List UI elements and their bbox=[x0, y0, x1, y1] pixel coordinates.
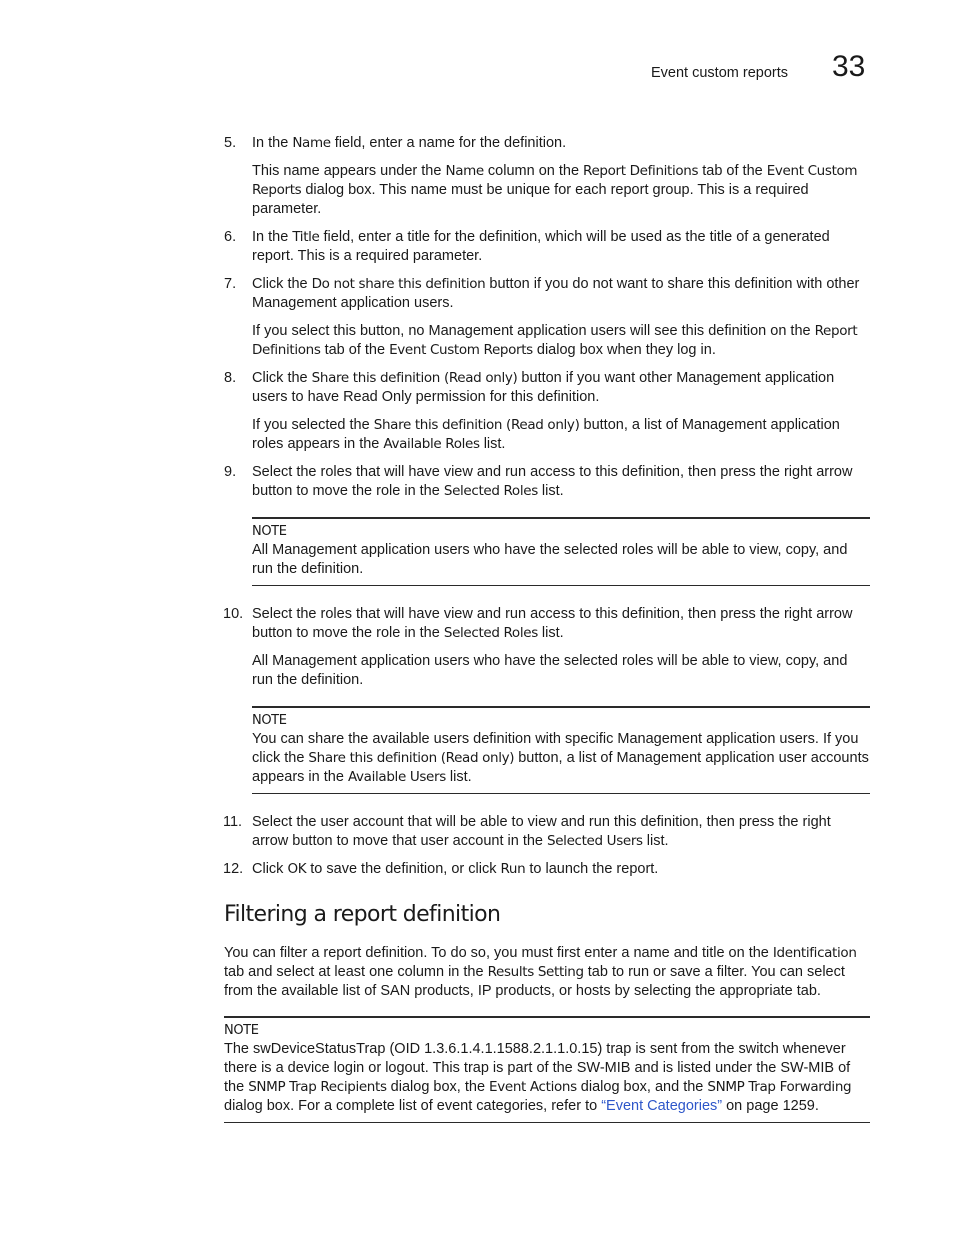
step-text: Select the user account that will be able to view and run this definition, then press the right arrow button to move that user account in the Selected Users list. bbox=[252, 814, 831, 849]
step-10 bbox=[224, 605, 870, 690]
step-11 bbox=[224, 813, 870, 851]
step-number: 9. bbox=[224, 464, 237, 480]
running-header-title: Event custom reports bbox=[651, 65, 788, 81]
note-text: All Management application users who have the selected roles will be able to view, copy, and run the definition. bbox=[252, 542, 848, 577]
step-text: Select the roles that will have view and run access to this definition, then press the right arrow button to move the role in the Selected Roles list. bbox=[252, 606, 853, 641]
note-box bbox=[224, 1016, 870, 1123]
step-text: In the Title field, enter a title for the definition, which will be used as the title of a generated report. This is a required parameter. bbox=[252, 229, 830, 264]
step-text: Click the Do not share this definition button if you do not want to share this definition with other Management application users. bbox=[252, 276, 860, 311]
note-label: NOTE bbox=[224, 1023, 259, 1038]
step-number: 11. bbox=[223, 814, 243, 830]
note-box bbox=[252, 517, 870, 586]
step-6 bbox=[224, 228, 870, 266]
step-text: In the Name field, enter a name for the definition. bbox=[252, 135, 567, 151]
page-content bbox=[224, 134, 870, 1142]
step-number: 8. bbox=[224, 370, 237, 386]
step-9 bbox=[224, 463, 870, 501]
step-5 bbox=[224, 134, 870, 219]
step-detail: This name appears under the Name column on the Report Definitions tab of the Event Custom Reports dialog box. This name must be unique for each report group. This is a required parameter. bbox=[252, 163, 858, 217]
section-heading: Filtering a report definition bbox=[224, 902, 501, 927]
step-detail: All Management application users who have the selected roles will be able to view, copy, and run the definition. bbox=[252, 653, 848, 688]
event-categories-link[interactable]: “Event Categories” bbox=[601, 1098, 723, 1114]
note-label: NOTE bbox=[252, 524, 287, 539]
step-text: Select the roles that will have view and run access to this definition, then press the right arrow button to move the role in the Selected Roles list. bbox=[252, 464, 853, 499]
note-label: NOTE bbox=[252, 713, 287, 728]
step-8 bbox=[224, 369, 870, 454]
note-box bbox=[252, 706, 870, 794]
step-text: Click OK to save the definition, or click Run to launch the report. bbox=[252, 861, 659, 877]
note-text: You can share the available users definition with specific Management application users. If you click the Share this definition (Read only) button, a list of Management application user accounts appears in the Available Users list. bbox=[252, 731, 869, 785]
step-number: 7. bbox=[224, 276, 237, 292]
step-number: 12. bbox=[223, 861, 244, 877]
section-paragraph: You can filter a report definition. To do so, you must first enter a name and title on the Identification tab and select at least one column in the Results Setting tab to run or save a filter. You can select from the available list of SAN products, IP products, or hosts by selecting the appropriate tab. bbox=[224, 945, 857, 999]
step-detail: If you selected the Share this definition (Read only) button, a list of Management application roles appears in the Available Roles list. bbox=[252, 417, 840, 452]
note-text: The swDeviceStatusTrap (OID 1.3.6.1.4.1.1588.2.1.1.0.15) trap is sent from the switch whenever there is a device login or logout. This trap is part of the SW-MIB and is listed under the SW-MIB of the SNMP Trap Recipients dialog box, the Event Actions dialog box, and the SNMP Trap Forwarding dialog box. For a complete list of event categories, refer to “Event Categories” on page 1259. bbox=[224, 1041, 852, 1114]
step-number: 5. bbox=[224, 135, 237, 151]
step-detail: If you select this button, no Management application users will see this definition on the Report Definitions tab of the Event Custom Reports dialog box when they log in. bbox=[252, 323, 858, 358]
step-7 bbox=[224, 275, 870, 360]
step-number: 6. bbox=[224, 229, 237, 245]
step-number: 10. bbox=[223, 606, 244, 622]
step-12 bbox=[224, 860, 870, 879]
chapter-number: 33 bbox=[832, 50, 866, 83]
step-text: Click the Share this definition (Read only) button if you want other Management application users to have Read Only permission for this definition. bbox=[252, 370, 835, 405]
